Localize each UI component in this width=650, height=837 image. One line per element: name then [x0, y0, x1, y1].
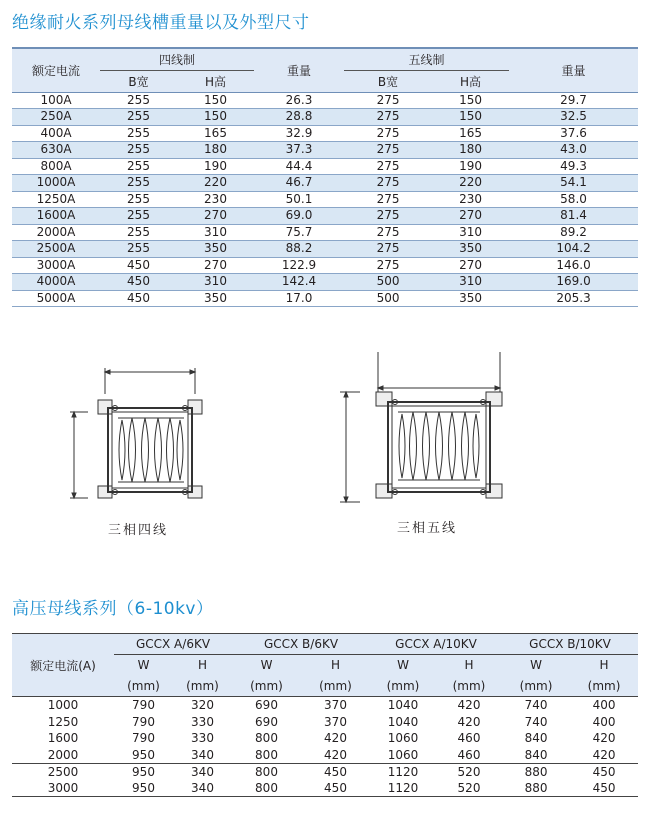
- table-cell: 800: [232, 780, 301, 797]
- table-cell: 400: [592, 714, 616, 729]
- table-cell: 255: [100, 92, 177, 109]
- table-cell: 1000A: [12, 175, 100, 192]
- table-cell: 165: [432, 125, 509, 142]
- header-w: W: [114, 655, 173, 676]
- table-cell: 190: [177, 158, 254, 175]
- table-cell: 150: [177, 109, 254, 126]
- header-gccx-b-10kv: GCCX B/10KV: [502, 634, 638, 655]
- header-unit: (mm): [502, 676, 570, 697]
- table-cell: 1040: [387, 698, 419, 713]
- table-cell: 630A: [12, 142, 100, 159]
- header-h: H: [301, 655, 370, 676]
- table-cell: 270: [177, 257, 254, 274]
- table-row: [12, 92, 638, 109]
- table-cell: 450: [100, 290, 177, 307]
- table-cell: 275: [344, 125, 432, 142]
- table-cell: 275: [344, 175, 432, 192]
- header-width-five: B宽: [344, 70, 432, 92]
- four-wire-caption: 三相四线: [108, 523, 169, 538]
- table-cell: 690: [255, 714, 278, 729]
- table-cell: 450: [301, 780, 370, 797]
- table-cell: 740: [524, 698, 548, 713]
- table-row: [12, 257, 638, 274]
- table-cell: 275: [344, 257, 432, 274]
- header-w: W: [232, 655, 301, 676]
- table-cell: 32.5: [509, 109, 638, 126]
- table-cell: 230: [177, 191, 254, 208]
- high-voltage-busway-table: [12, 633, 638, 797]
- table-cell: 370: [324, 698, 347, 713]
- header-four-wire: 四线制: [100, 48, 254, 70]
- table-cell: 46.7: [254, 175, 344, 192]
- table-cell: 255: [100, 191, 177, 208]
- table-cell: 450: [100, 257, 177, 274]
- table-cell: 26.3: [254, 92, 344, 109]
- table-cell: 2500A: [12, 241, 100, 258]
- header-h: H: [570, 655, 638, 676]
- page-title: 绝缘耐火系列母线槽重量以及外型尺寸: [12, 13, 310, 33]
- header-height-four: H高: [177, 70, 254, 92]
- table-cell: 270: [432, 257, 509, 274]
- table-cell: 800: [232, 747, 301, 764]
- table-cell: 840: [502, 747, 570, 764]
- table-cell: 690: [255, 698, 278, 713]
- table-cell: 275: [344, 142, 432, 159]
- five-wire-cross-section-diagram: [340, 352, 520, 512]
- table-cell: 1120: [387, 764, 419, 779]
- five-wire-caption: 三相五线: [397, 521, 458, 536]
- table-cell: 420: [301, 747, 370, 764]
- table-cell: 3000A: [12, 257, 100, 274]
- table-cell: 44.4: [254, 158, 344, 175]
- table-cell: 1600A: [12, 208, 100, 225]
- section-title-high-voltage: 高压母线系列（6-10kv）: [12, 599, 214, 619]
- table-row: [12, 158, 638, 175]
- table-row: [12, 109, 638, 126]
- table-cell: 420: [457, 714, 481, 729]
- table-row: [12, 208, 638, 225]
- table-cell: 255: [100, 125, 177, 142]
- table-cell: 2000: [12, 747, 114, 764]
- table-cell: 220: [432, 175, 509, 192]
- table-cell: 1000: [47, 698, 79, 713]
- table-cell: 1600: [47, 731, 79, 746]
- table-cell: 255: [100, 158, 177, 175]
- table-row: [12, 290, 638, 307]
- table-cell: 880: [524, 764, 548, 779]
- header-five-wire: 五线制: [344, 48, 509, 70]
- table-cell: 220: [177, 175, 254, 192]
- table-cell: 340: [191, 764, 214, 779]
- table-row: [12, 780, 638, 797]
- table-row: [12, 697, 638, 714]
- table-row: [12, 763, 638, 780]
- four-wire-cross-section-diagram: [70, 368, 220, 508]
- table-cell: 790: [132, 731, 155, 746]
- table-cell: 2500: [47, 764, 79, 779]
- fire-resistant-busway-table: [12, 47, 638, 307]
- table-cell: 190: [432, 158, 509, 175]
- table-cell: 17.0: [254, 290, 344, 307]
- table-cell: 880: [502, 780, 570, 797]
- header-h: H: [173, 655, 232, 676]
- table-cell: 420: [592, 731, 616, 746]
- header-h: H: [436, 655, 502, 676]
- table-cell: 5000A: [12, 290, 100, 307]
- table-cell: 450: [324, 764, 347, 779]
- table-cell: 800A: [12, 158, 100, 175]
- table-cell: 255: [100, 175, 177, 192]
- table-cell: 32.9: [254, 125, 344, 142]
- table-cell: 255: [100, 109, 177, 126]
- header-unit: (mm): [232, 676, 301, 697]
- table-cell: 49.3: [509, 158, 638, 175]
- table-cell: 520: [457, 764, 481, 779]
- table-cell: 2000A: [12, 224, 100, 241]
- table-cell: 255: [100, 142, 177, 159]
- table-cell: 89.2: [509, 224, 638, 241]
- table-row: [12, 175, 638, 192]
- table-cell: 180: [432, 142, 509, 159]
- header-w: W: [502, 655, 570, 676]
- table-cell: 330: [191, 714, 214, 729]
- table-cell: 500: [344, 274, 432, 291]
- table-cell: 69.0: [254, 208, 344, 225]
- table-cell: 88.2: [254, 241, 344, 258]
- table-cell: 400A: [12, 125, 100, 142]
- header-unit: (mm): [436, 676, 502, 697]
- table-cell: 420: [324, 731, 347, 746]
- table-cell: 950: [114, 747, 173, 764]
- table-cell: 460: [436, 747, 502, 764]
- table-cell: 270: [177, 208, 254, 225]
- table-cell: 520: [436, 780, 502, 797]
- header-unit: (mm): [173, 676, 232, 697]
- table-row: [12, 730, 638, 747]
- table-cell: 1120: [370, 780, 436, 797]
- table-row: [12, 241, 638, 258]
- table-cell: 100A: [12, 92, 100, 109]
- table-cell: 310: [432, 274, 509, 291]
- header-height-five: H高: [432, 70, 509, 92]
- table-cell: 500: [344, 290, 432, 307]
- table-cell: 340: [173, 780, 232, 797]
- table-cell: 43.0: [509, 142, 638, 159]
- header-rated-current-a: 额定电流(A): [12, 634, 114, 697]
- table-cell: 400: [592, 698, 616, 713]
- header-gccx-b-6kv: GCCX B/6KV: [232, 634, 370, 655]
- table-row: [12, 125, 638, 142]
- table-cell: 450: [592, 764, 616, 779]
- table-cell: 37.6: [509, 125, 638, 142]
- table-cell: 310: [177, 224, 254, 241]
- table-cell: 180: [177, 142, 254, 159]
- header-width-four: B宽: [100, 70, 177, 92]
- table-row: [12, 747, 638, 764]
- table-cell: 275: [344, 241, 432, 258]
- table-cell: 460: [457, 731, 481, 746]
- table-cell: 150: [432, 109, 509, 126]
- table-cell: 800: [255, 731, 278, 746]
- table-cell: 165: [177, 125, 254, 142]
- table-cell: 169.0: [509, 274, 638, 291]
- table-cell: 37.3: [254, 142, 344, 159]
- table-cell: 205.3: [509, 290, 638, 307]
- table-cell: 270: [432, 208, 509, 225]
- table-cell: 50.1: [254, 191, 344, 208]
- header-unit: (mm): [370, 676, 436, 697]
- table-cell: 150: [432, 92, 509, 109]
- table-cell: 275: [344, 109, 432, 126]
- table-cell: 800: [255, 764, 278, 779]
- table-cell: 420: [457, 698, 481, 713]
- table-cell: 122.9: [254, 257, 344, 274]
- table-cell: 255: [100, 208, 177, 225]
- table-cell: 320: [191, 698, 214, 713]
- table-cell: 340: [173, 747, 232, 764]
- table-row: [12, 142, 638, 159]
- table-cell: 275: [344, 208, 432, 225]
- table-cell: 950: [114, 780, 173, 797]
- table-cell: 58.0: [509, 191, 638, 208]
- table-cell: 230: [432, 191, 509, 208]
- table-cell: 3000: [12, 780, 114, 797]
- table-cell: 350: [177, 290, 254, 307]
- table-row: [12, 713, 638, 730]
- table-cell: 255: [100, 241, 177, 258]
- header-unit: (mm): [114, 676, 173, 697]
- table-cell: 1060: [370, 747, 436, 764]
- table-cell: 310: [177, 274, 254, 291]
- table-cell: 81.4: [509, 208, 638, 225]
- table-cell: 75.7: [254, 224, 344, 241]
- table-cell: 250A: [12, 109, 100, 126]
- table-cell: 275: [344, 92, 432, 109]
- table-cell: 740: [524, 714, 548, 729]
- table-cell: 330: [191, 731, 214, 746]
- table-cell: 450: [100, 274, 177, 291]
- table-cell: 950: [132, 764, 155, 779]
- table-cell: 840: [524, 731, 548, 746]
- header-unit: (mm): [301, 676, 370, 697]
- table-cell: 370: [324, 714, 347, 729]
- header-w: W: [370, 655, 436, 676]
- table-cell: 1040: [387, 714, 419, 729]
- table-cell: 1060: [387, 731, 419, 746]
- table-cell: 255: [100, 224, 177, 241]
- table-row: [12, 191, 638, 208]
- table-cell: 275: [344, 224, 432, 241]
- table-cell: 790: [132, 714, 155, 729]
- table-cell: 104.2: [509, 241, 638, 258]
- table-cell: 350: [432, 290, 509, 307]
- table-cell: 142.4: [254, 274, 344, 291]
- table-cell: 1250A: [12, 191, 100, 208]
- table-cell: 420: [570, 747, 638, 764]
- header-weight-four: 重量: [254, 48, 344, 92]
- table-cell: 310: [432, 224, 509, 241]
- table-row: [12, 224, 638, 241]
- table-cell: 350: [177, 241, 254, 258]
- table-cell: 4000A: [12, 274, 100, 291]
- header-rated-current: 额定电流: [12, 48, 100, 92]
- table-row: [12, 274, 638, 291]
- table-cell: 54.1: [509, 175, 638, 192]
- table-cell: 29.7: [509, 92, 638, 109]
- table-cell: 28.8: [254, 109, 344, 126]
- table-cell: 1250: [47, 714, 79, 729]
- table-cell: 790: [132, 698, 155, 713]
- header-unit: (mm): [570, 676, 638, 697]
- table-cell: 275: [344, 191, 432, 208]
- header-gccx-a-6kv: GCCX A/6KV: [114, 634, 232, 655]
- table-cell: 350: [432, 241, 509, 258]
- header-weight-five: 重量: [509, 48, 638, 92]
- table-cell: 450: [570, 780, 638, 797]
- table-cell: 275: [344, 158, 432, 175]
- table-cell: 150: [177, 92, 254, 109]
- header-gccx-a-10kv: GCCX A/10KV: [370, 634, 502, 655]
- table-cell: 146.0: [509, 257, 638, 274]
